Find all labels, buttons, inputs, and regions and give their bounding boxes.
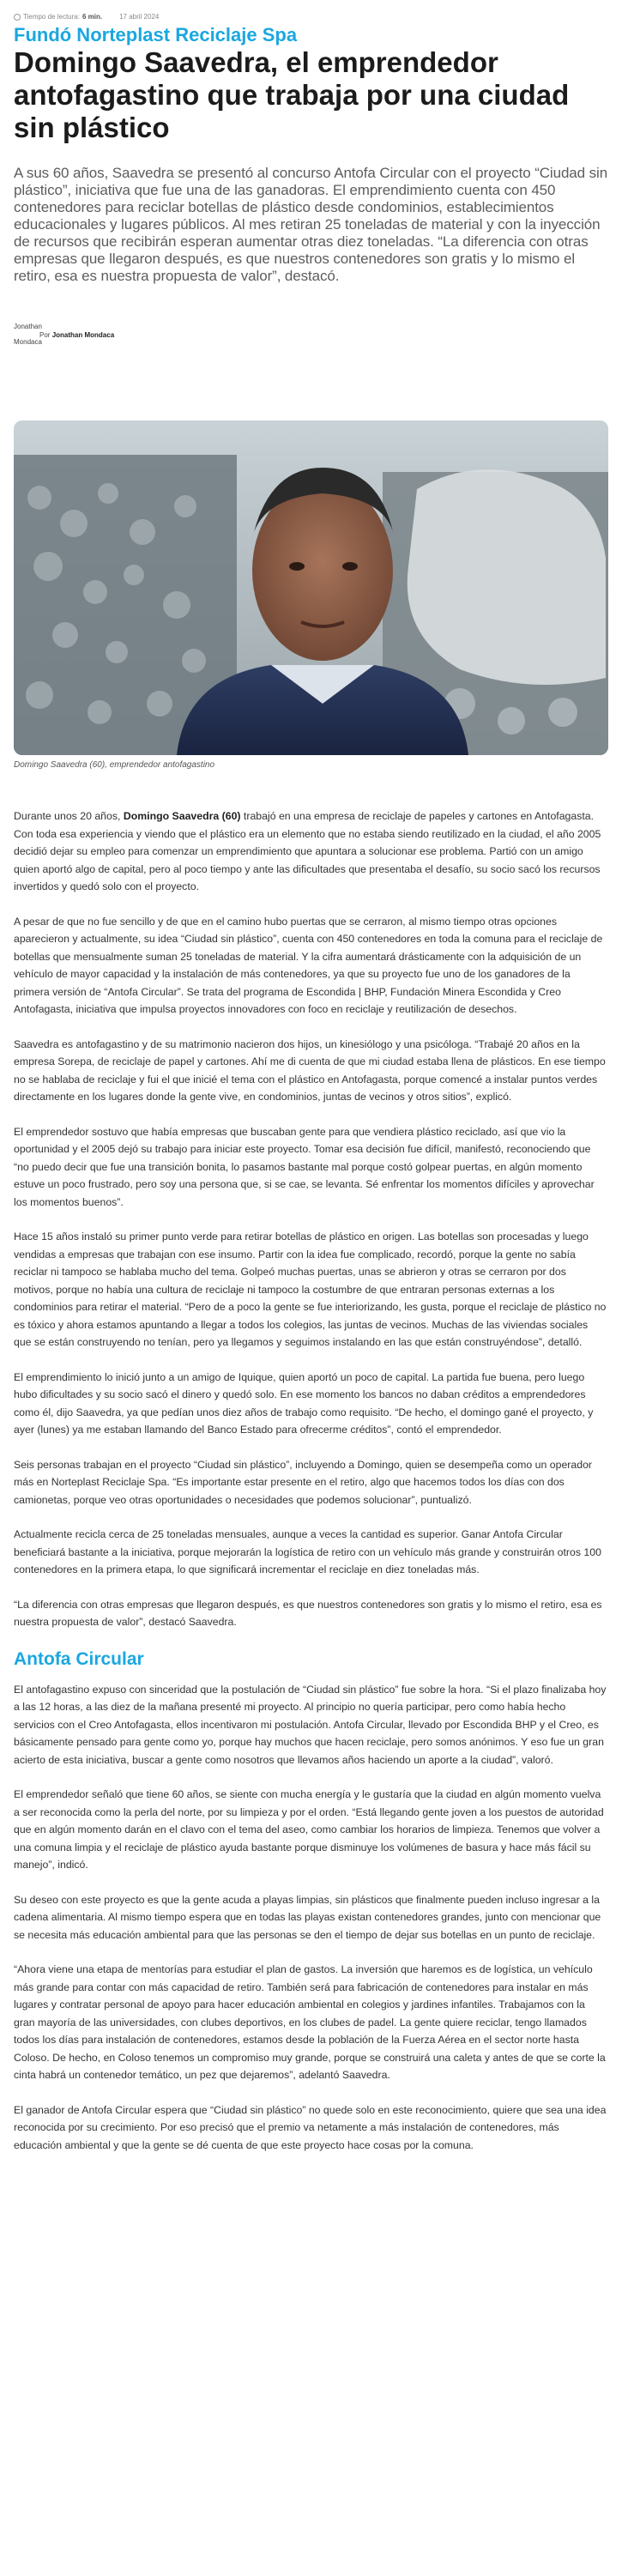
by-label: Por [39,331,51,339]
paragraph: Actualmente recicla cerca de 25 toneladas mensuales, aunque a veces la cantidad es superior. Ganar Antofa Circular beneficiará bastante a la iniciativa, porque mejorarán la logística de retiro con un vehículo más grande y construirán otros 100 contenedores en la primera etapa, lo que significará incrementar el reciclaje en diez toneladas más. [14,1528,601,1575]
highlighted-name: Domingo Saavedra (60) [123,810,241,822]
paragraph: El emprendedor señaló que tiene 60 años, se siente con mucha energía y le gustaría que la ciudad en algún momento vuelva a ser reconocida como la perla del norte, por su limpieza y por el orden. “Está llegando gente joven a los puestos de autoridad que en algún momento darán en el clavo con el tema del aseo, como cambiar los horarios de limpieza. Tenemos que volver a una comuna limpia y el reciclaje de plástico ayuda bastante porque disminuye los volúmenes de basura y hace más fácil su manejo”, indicó. [14,1788,604,1871]
paragraph: El emprendedor sostuvo que había empresas que buscaban gente para que vendiera plástico reciclado, así que vio la oportunidad y el 2005 dejó su trabajo para iniciar este proyecto. Tomar esa decisión fue difícil, manifestó, reconociendo que “no puedo decir que fue una transición bonita, lo pasamos bastante mal porque costó golpear puertas, en algún momento estuve un poco frustrado, pero soy una persona que, si se cae, se levanta. Sé enfrentar los momentos difíciles y aprovechar los momentos buenos”. [14,1125,595,1208]
article-meta [14,0,608,24]
paragraph: El antofagastino expuso con sinceridad que la postulación de “Ciudad sin plástico” fue sobre la hora. “Si el plazo finalizaba hoy a las 12 horas, a las diez de la mañana presenté mi proyecto. Al principio no quería participar, pero como había hecho servicios con el Creo Antofagasta, ellos incentivaron mi postulación. Antofa Circular, llevado por Escondida BHP y el Creo, es básicamente pensado para gente como yo, porque hay muchos que hacen reciclaje, pero somos anónimos. Y eso fue un gran acierto de esta iniciativa, buscar a gente como nosotros que llevamos años haciendo un aporte a la ciudad”, valoró. [14,1683,607,1766]
clock-icon [14,14,21,21]
article-lead: A sus 60 años, Saavedra se presentó al concurso Antofa Circular con el proyecto “Ciudad sin plástico”, iniciativa que fue una de las ganadoras. El emprendimiento cuenta con 450 contenedores para reciclar botellas de plástico desde condominios, establecimientos educacionales y lugares públicos. Al mes retiran 25 toneladas de material y con la inyección de recursos que recibirán esperan aumentar otras diez toneladas. “La diferencia con otras empresas que llegaron después, es que nuestros contenedores son gratis y lo mismo el retiro, esa es nuestra propuesta de valor”, destacó. [14,165,608,284]
photo-caption: Domingo Saavedra (60), emprendedor antofagastino [14,760,215,770]
paragraph-text: trabajó en una empresa de reciclaje de papeles y cartones en Antofagasta. Con toda esa experiencia y viendo que el plástico era un elemento que no estaba siendo reutilizado en la ciudad, el año 2005 decidió dejar su empleo para comenzar un emprendimiento que apuntara a solucionar ese problema. Partió con un amigo quien aportó algo de capital, pero al poco tiempo y ante las dificultades que presentaba el desafío, su socio sacó los recursos invertidos y quedó solo con el proyecto. [14,810,601,892]
reading-time-value: 6 min. [82,13,103,21]
section-heading: Antofa Circular [14,1648,144,1669]
paragraph [14,807,608,896]
reading-time-label: Tiempo de lectura: [23,13,80,21]
author-last-name: Mondaca [14,338,42,346]
reading-time [14,13,102,21]
author-credit [39,328,114,343]
paragraph: A pesar de que no fue sencillo y de que en el camino hubo puertas que se cerraron, al mismo tiempo otras opciones aparecieron y actualmente, su idea “Ciudad sin plástico”, cuenta con 450 contenedores en toda la comuna para el reciclaje de botellas que mensualmente suman 25 toneladas de material. Y la cifra aumentará drásticamente con la adquisición de un vehículo de mayor capacidad y la instalación de más contenedores, ya que su proyecto fue uno de los ganadores de la primera versión de “Antofa Circular”. Se trata del programa de Escondida | BHP, Fundación Minera Escondida y Creo Antofagasta, iniciativa que impulsa proyectos innovadores con foco en reciclaje y reutilización de desechos. [14,915,603,1015]
featured-photo [14,420,608,755]
paragraph: “La diferencia con otras empresas que llegaron después, es que nuestros contenedores son gratis y lo mismo el retiro, esa es nuestra propuesta de valor”, destacó Saavedra. [14,1598,602,1628]
paragraph: El emprendimiento lo inició junto a un amigo de Iquique, quien aportó un poco de capital. La partida fue buena, pero luego hubo dificultades y su socio sacó el dinero y quedó solo. En ese momento los bancos no daban créditos a emprendedores como él, dijo Saavedra, ya que pedían unos diez años de trabajo como requisito. “De hecho, el domingo gané el proyecto, y ayer (lunes) ya me estaban llamando del Banco Estado para ofrecerme créditos”, contó el emprendedor. [14,1370,594,1436]
author-avatar-name[interactable] [14,319,42,350]
paragraph: Saavedra es antofagastino y de su matrimonio nacieron dos hijos, un kinesiólogo y una psicóloga. “Trabajé 20 años en la empresa Sorepa, de reciclaje de papel y cartones. Ahí me di cuenta de que mi ciudad estaba llena de plásticos. En ese tiempo no se hablaba de reciclaje y fui el que inicié el tema con el plástico en Antofagasta, porque comencé a instalar puntos verdes directamente en los lugares donde la gente vive, en condominios, juntas de vecinos y otros sitios”, explicó. [14,1037,606,1103]
author-link[interactable]: Jonathan Mondaca [51,331,115,339]
photo-illustration [14,420,608,755]
paragraph: Su deseo con este proyecto es que la gente acuda a playas limpias, sin plásticos que finalmente pueden incluso ingresar a la cadena alimentaria. Al mismo tiempo espera que en todas las playas existan contenedores grandes, junto con mencionar que se necesita más educación ambiental para que las personas se den el tiempo de dejar sus botellas en un punto de reciclaje. [14,1893,601,1941]
paragraph: Hace 15 años instaló su primer punto verde para retirar botellas de plástico en origen. Las botellas son procesadas y luego vendidas a empresas que trabajan con ese insumo. Partir con la idea fue complicado, recordó, porque la gente no sabía reciclar ni tampoco se hablaba mucho del tema. Golpeó muchas puertas, unas se abrieron y otras se cerraron por dos motivos, porque no había una cultura de reciclaje ni tampoco la costumbre de que entraran personas externas a los condominios para retirar el material. “Pero de a poco la gente se fue interiorizando, les gusta, porque el reciclaje de plástico no es tóxico y ahora estamos apuntando a llegar a todos los colegios, las juntas de vecinos. Muchas de las viviendas sociales que se están construyendo no tenían, pero ya llegamos y seguimos instalando en las que están construyéndose”, detalló. [14,1231,607,1348]
paragraph: Seis personas trabajan en el proyecto “Ciudad sin plástico”, incluyendo a Domingo, quien se desempeña como un operador más en Norteplast Reciclaje Spa. “Es importante estar presente en el retiro, algo que hacemos todos los días con dos camionetas, porque veo otras oportunidades o necesidades que podemos solucionar”, puntualizó. [14,1458,592,1506]
paragraph: “Ahora viene una etapa de mentorías para estudiar el plan de gastos. La inversión que haremos es de logística, un vehículo más grande para contar con más capacidad de retiro. También será para fabricación de contenedores para instalar en más lugares y contratar personal de apoyo para hacer educación ambiental en colegios y jardines infantiles. Trabajamos con la gran mayoría de las universidades, con clubes deportivos, en los clubes de padel. La gente quiere reciclar, tengo llamados todos los días para instalación de contenedores, estamos desde la población de la Fuerza Aérea en el sector norte hasta Coloso. De hecho, en Coloso tenemos un compromiso muy grande, porque se construirá una caleta y antes de que se corte la cinta habrá un contenedor temático, un pez que dejaremos”, adelantó Saavedra. [14,1963,606,2081]
paragraph-text: Durante unos 20 años, [14,810,124,822]
author-first-name: Jonathan [14,323,42,330]
featured-image-block [14,420,608,770]
paragraph: El ganador de Antofa Circular espera que “Ciudad sin plástico” no quede solo en este reconocimiento, quiere que sea una idea reconocida por su crecimiento. Por eso precisó que el premio va netamente a más instalación de contenedores, más educación ambiental y que la gente se dé cuenta de que este proyecto hace cosas por la comuna. [14,2103,607,2151]
article-body [14,807,608,2154]
publish-date: 17 abril 2024 [119,13,160,21]
article-kicker: Fundó Norteplast Reciclaje Spa [14,24,298,45]
article-headline: Domingo Saavedra, el emprendedor antofagastino que trabaja por una ciudad sin plástico [14,46,570,143]
byline [14,319,608,350]
